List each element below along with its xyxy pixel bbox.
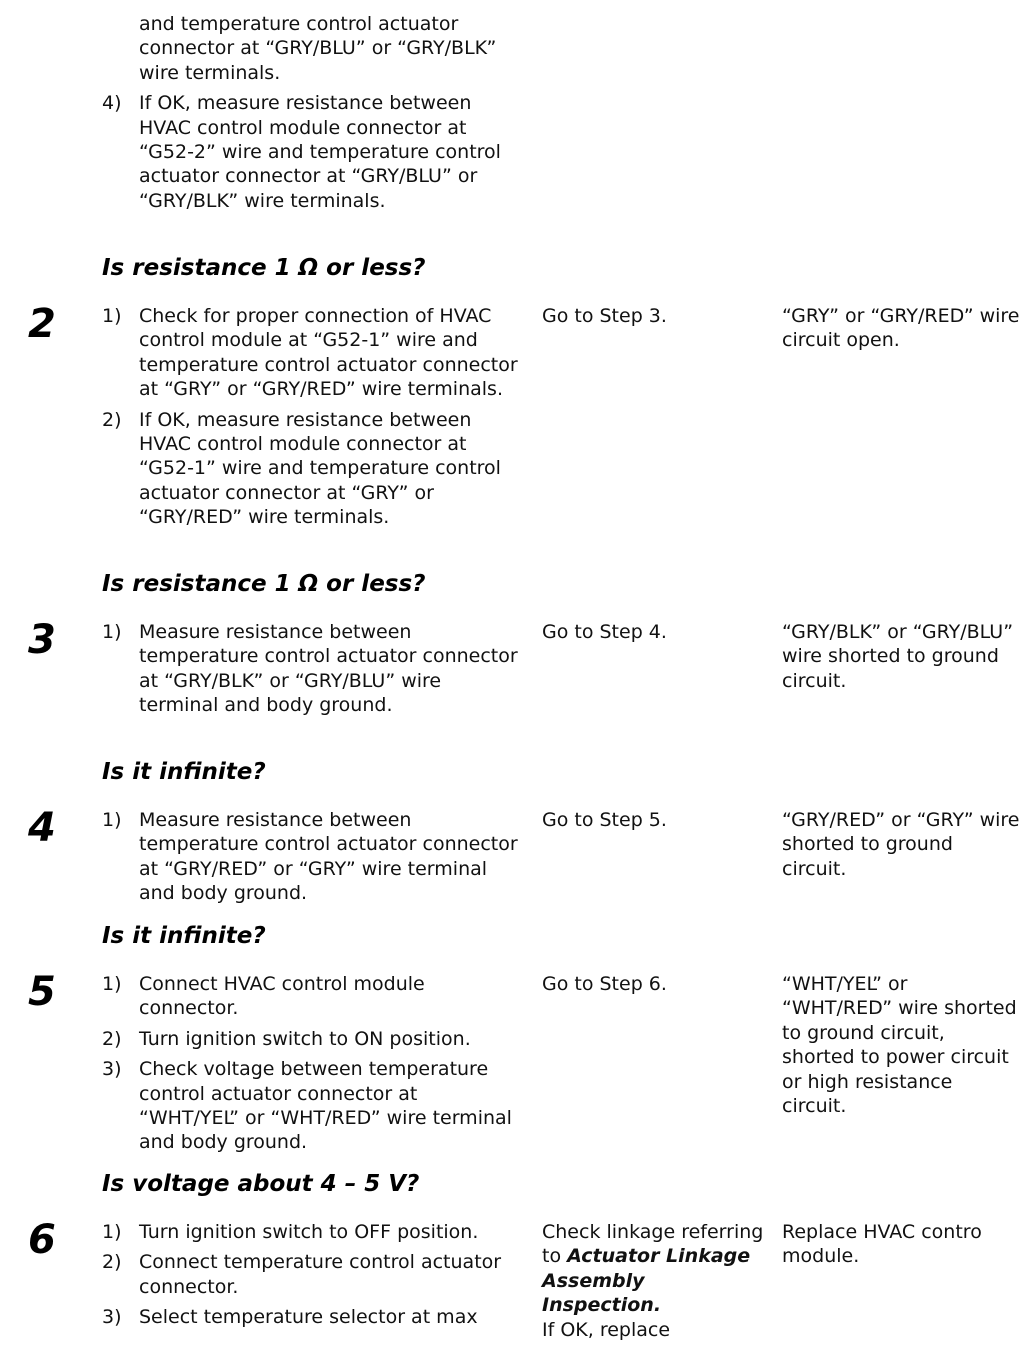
yes-prefix: Check linkage referring to <box>542 1221 764 1268</box>
action-item <box>102 1305 522 1329</box>
reference-period: . <box>653 1294 662 1317</box>
step-number: 3 <box>28 617 56 663</box>
action-item <box>102 1027 522 1051</box>
no-result: Replace HVAC contro module. <box>782 1221 982 1268</box>
action-item <box>102 1220 522 1244</box>
action-text: Connect temperature control actuator connector. <box>139 1251 502 1298</box>
action-item <box>102 1250 522 1299</box>
action-number: 1) <box>102 973 122 995</box>
yes-result: Go to Step 6. <box>542 973 667 995</box>
action-number: 1) <box>102 305 122 327</box>
action-item <box>102 304 522 402</box>
linkage-inspection-reference: Actuator Linkage Assembly Inspection <box>542 1245 751 1317</box>
no-result: “GRY” or “GRY/RED” wire circuit open. <box>782 305 1020 352</box>
question: Is it infinite? <box>102 923 266 949</box>
yes-result <box>542 1220 764 1342</box>
question: Is resistance 1 Ω or less? <box>102 571 426 597</box>
action-item <box>102 408 522 530</box>
action-number: 1) <box>102 621 122 643</box>
action-text: Measure resistance between temperature control actuator connector at “GRY/BLK” or “GRY/BLU” wire terminal and body ground. <box>139 621 518 717</box>
action-item <box>102 620 522 718</box>
question: Is voltage about 4 – 5 V? <box>102 1171 420 1197</box>
action-text: Select temperature selector at max <box>139 1306 478 1329</box>
action-number: 1) <box>102 1221 122 1243</box>
no-result: “GRY/RED” or “GRY” wire shorted to ground circuit. <box>782 809 1020 880</box>
action-number: 3) <box>102 1058 122 1081</box>
question: Is resistance 1 Ω or less? <box>102 255 426 281</box>
action-number: 3) <box>102 1306 122 1329</box>
action-text: If OK, measure resistance between HVAC control module connector at “G52-2” wire and temperature control actuator connector at “GRY/BLU” or “GRY/BLK” wire terminals. <box>139 92 501 212</box>
action-number: 2) <box>102 1027 122 1050</box>
action-text: Turn ignition switch to OFF position. <box>139 1221 479 1243</box>
yes-result: Go to Step 5. <box>542 809 667 831</box>
yes-result: Go to Step 3. <box>542 305 667 327</box>
no-result: “GRY/BLK” or “GRY/BLU” wire shorted to ground circuit. <box>782 621 1014 692</box>
action-item <box>102 972 522 1021</box>
no-result: “WHT/YEL” or “WHT/RED” wire shorted to ground circuit, shorted to power circuit or high resistance circuit. <box>782 973 1017 1118</box>
step-number: 4 <box>28 805 56 851</box>
action-number: 4) <box>102 92 122 115</box>
action-number: 1) <box>102 809 122 831</box>
action-number: 2) <box>102 1251 122 1274</box>
action-text: and temperature control actuator connector at “GRY/BLU” or “GRY/BLK” wire terminals. <box>139 13 497 84</box>
step-number: 2 <box>28 301 56 347</box>
action-item <box>102 12 522 85</box>
action-item <box>102 808 522 906</box>
action-text: Check voltage between temperature control actuator connector at “WHT/YEL” or “WHT/RED” wire terminal and body ground. <box>139 1058 512 1154</box>
action-item <box>102 91 522 213</box>
action-item <box>102 1057 522 1155</box>
yes-suffix: If OK, replace <box>542 1318 671 1341</box>
action-text: Measure resistance between temperature control actuator connector at “GRY/RED” or “GRY” wire terminal and body ground. <box>139 809 518 905</box>
action-text: Turn ignition switch to ON position. <box>139 1027 471 1050</box>
action-number: 2) <box>102 408 122 431</box>
action-text: Check for proper connection of HVAC control module at “G52-1” wire and temperature control actuator connector at “GRY” or “GRY/RED” wire terminals. <box>139 305 518 401</box>
question: Is it infinite? <box>102 759 266 785</box>
action-text: Connect HVAC control module connector. <box>139 973 425 1020</box>
yes-result: Go to Step 4. <box>542 621 667 643</box>
step-number: 5 <box>28 969 56 1015</box>
action-text: If OK, measure resistance between HVAC control module connector at “G52-1” wire and temperature control actuator connector at “GRY” or “GRY/RED” wire terminals. <box>139 408 501 529</box>
step-number: 6 <box>28 1217 56 1263</box>
